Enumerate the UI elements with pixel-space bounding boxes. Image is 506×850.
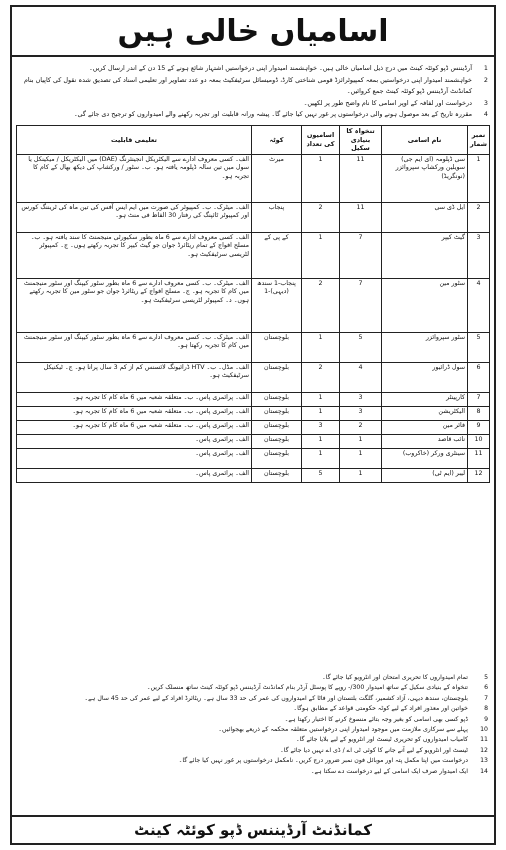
cell-quota: بلوچستان <box>252 362 302 392</box>
cell-count: 1 <box>302 332 340 362</box>
footer-note <box>18 704 488 714</box>
note-number: 14 <box>480 767 488 775</box>
cell-count: 1 <box>302 154 340 202</box>
note-text: ٹیسٹ اور انٹرویو کے لیے آنے جانے کا کوئی ٹی اے / ڈی اے نہیں دیا جائے گا۔ <box>280 746 468 754</box>
cell-bps: 5 <box>340 332 382 362</box>
cell-count: 2 <box>302 362 340 392</box>
table-row <box>17 232 490 278</box>
footer-note <box>18 673 488 683</box>
cell-sno: 3 <box>468 232 490 278</box>
note-text: بلوچستان، سندھ دیہی، آزاد کشمیر، گلگت بلتستان اور فاٹا کے امیدواروں کی عمر کی حد 33 سال ہے۔ ریٹائرڈ افراد کے لیے عمر کی حد 45 سال ہے۔ <box>84 694 468 702</box>
cell-quota: بلوچستان <box>252 420 302 434</box>
cell-quota: میرٹ <box>252 154 302 202</box>
cell-post: سٹور مین <box>382 278 468 332</box>
footer-note <box>18 756 488 766</box>
cell-sno: 6 <box>468 362 490 392</box>
cell-sno: 11 <box>468 448 490 468</box>
cell-count: 5 <box>302 468 340 482</box>
cell-count: 2 <box>302 278 340 332</box>
table-row <box>17 392 490 406</box>
note-text: درخواست میں اپنا مکمل پتہ اور موبائل فون نمبر ضرور درج کریں۔ نامکمل درخواستوں پر غور نہیں کیا جائے گا۔ <box>178 757 468 765</box>
table-row <box>17 154 490 202</box>
note-number: 2 <box>483 75 488 84</box>
cell-sno: 1 <box>468 154 490 202</box>
cell-post: سی ڈپلومہ (ای ایم جی) سویلین ورکشاپ سپروائزر (نونگریڈ) <box>382 154 468 202</box>
cell-post: کارپینٹر <box>382 392 468 406</box>
footer-notes <box>18 673 488 777</box>
note-number: 9 <box>484 715 488 723</box>
note-number: 7 <box>484 694 488 702</box>
note-number: 6 <box>484 684 488 692</box>
cell-sno: 9 <box>468 420 490 434</box>
cell-qual: الف۔ پرائمری پاس۔ <box>17 434 252 448</box>
note-text: کامیاب امیدواروں کو تحریری ٹیسٹ اور انٹرویو کے لیے بلایا جائے گا۔ <box>296 736 468 744</box>
table-row <box>17 278 490 332</box>
cell-bps: 3 <box>340 392 382 406</box>
cell-sno: 2 <box>468 202 490 232</box>
footer-note <box>18 683 488 693</box>
signature-banner: کمانڈنٹ آرڈیننس ڈپو کوئٹہ کینٹ <box>10 815 496 845</box>
cell-post: فائر مین <box>382 420 468 434</box>
cell-qual: الف۔ پرائمری پاس۔ <box>17 468 252 482</box>
header-sno: نمبر شمار <box>468 126 490 155</box>
note-number: 5 <box>484 674 488 681</box>
table-row <box>17 362 490 392</box>
cell-bps: 1 <box>340 468 382 482</box>
cell-post: سینٹری ورکر (خاکروب) <box>382 448 468 468</box>
cell-qual: الف۔ میٹرک۔ ب۔ کسی معروف ادارے سے 6 ماہ بطور سٹور کیپنگ اور سٹور منیجمنٹ میں کام کا تجربہ رکھتا ہو۔ <box>17 332 252 362</box>
cell-count: 1 <box>302 434 340 448</box>
cell-sno: 7 <box>468 392 490 406</box>
cell-bps: 11 <box>340 154 382 202</box>
note-number: 3 <box>483 98 488 107</box>
cell-sno: 5 <box>468 332 490 362</box>
cell-post: گیٹ کیپر <box>382 232 468 278</box>
header-qualification: تعلیمی قابلیت <box>17 126 252 155</box>
intro-note <box>18 109 488 121</box>
cell-qual: الف۔ مڈل۔ ب۔ HTV ڈرائیونگ لائسنس کم از کم 3 سال پرانا ہو۔ ج۔ ٹیکنیکل سرٹیفکیٹ ہو۔ <box>17 362 252 392</box>
cell-quota: بلوچستان <box>252 332 302 362</box>
note-number: 8 <box>484 705 488 713</box>
note-number: 10 <box>480 726 488 734</box>
cell-quota: پنجاب <box>252 202 302 232</box>
note-number: 13 <box>480 757 488 765</box>
cell-bps: 1 <box>340 448 382 468</box>
note-text: ڈپو کسی بھی اسامی کو بغیر وجہ بتائے منسوخ کرنے کا اختیار رکھتا ہے۔ <box>284 715 468 723</box>
cell-quota: بلوچستان <box>252 468 302 482</box>
note-text: ایک امیدوار صرف ایک اسامی کے لیے درخواست دے سکتا ہے۔ <box>310 767 468 775</box>
cell-sno: 8 <box>468 406 490 420</box>
note-number: 12 <box>480 746 488 754</box>
intro-note <box>18 98 488 110</box>
cell-count: 1 <box>302 392 340 406</box>
cell-bps: 3 <box>340 406 382 420</box>
cell-quota: بلوچستان <box>252 448 302 468</box>
note-number: 11 <box>480 736 488 744</box>
intro-note <box>18 75 488 98</box>
note-number: 1 <box>483 64 488 72</box>
table-row <box>17 434 490 448</box>
cell-bps: 2 <box>340 420 382 434</box>
note-text: آرڈیننس ڈپو کوئٹہ کینٹ میں درج ذیل اسامیاں خالی ہیں۔ خواہشمند امیدوار اپنی درخواستیں اشتہار شائع ہونے کے 15 دن کے اندر ارسال کریں۔ <box>88 64 472 72</box>
note-text: تنخواہ کے بنیادی سکیل کے ساتھ امیدوار 300/- روپے کا پوسٹل آرڈر بنام کمانڈنٹ آرڈیننس ڈپو کوئٹہ کینٹ ساتھ منسلک کریں۔ <box>146 684 468 692</box>
cell-qual: الف۔ میٹرک۔ ب۔ کسی معروف ادارے سے 6 ماہ بطور سٹور کیپنگ اور سٹور منیجمنٹ میں کام کا تجربہ ہو۔ ج۔ مسلح افواج کے ریٹائرڈ جوان جو سٹور مین کا تجربہ رکھتے ہوں۔ د۔ کمپیوٹر لٹریسی سرٹیفکیٹ ہو۔ <box>17 278 252 332</box>
footer-note <box>18 725 488 735</box>
cell-count: 1 <box>302 232 340 278</box>
header-count: اسامیوں کی تعداد <box>302 126 340 155</box>
header-post: نام اسامی <box>382 126 468 155</box>
cell-quota: بلوچستان <box>252 392 302 406</box>
cell-sno: 4 <box>468 278 490 332</box>
cell-bps: 11 <box>340 202 382 232</box>
cell-post: سٹور سپروائزر <box>382 332 468 362</box>
cell-post: الیکٹریشن <box>382 406 468 420</box>
cell-qual: الف۔ کسی معروف ادارے سے الیکٹریکل انجینئرنگ (DAE) میں الیکٹریکل / میکینکل یا سول میں تین سالہ ڈپلومہ یافتہ ہو۔ ب۔ سٹور / ورکشاپ کی دیکھ بھال کے کام کا تجربہ ہو۔ <box>17 154 252 202</box>
cell-qual: الف۔ میٹرک۔ ب۔ کمپیوٹر کی صورت میں ایم ایس آفس کی تین ماہ کی ٹریننگ کورس اور کمپیوٹر ٹائپنگ کی رفتار 30 الفاظ فی منٹ ہو۔ <box>17 202 252 232</box>
table-row <box>17 448 490 468</box>
cell-bps: 7 <box>340 232 382 278</box>
note-text: خواہشمند امیدوار اپنی درخواستیں بمعہ کمپیوٹرائزڈ قومی شناختی کارڈ، ڈومیسائل سرٹیفکیٹ بمعہ دو عدد تصاویر اور تعلیمی اسناد کی تصدیق شدہ نقول کی کاپیاں بنام کمانڈنٹ آرڈیننس ڈپو کوئٹہ کینٹ جمع کروائیں۔ <box>23 75 472 95</box>
note-text: تمام امیدواروں کا تحریری امتحان اور انٹرویو کیا جائے گا۔ <box>322 674 468 681</box>
note-text: مقررہ تاریخ کے بعد موصول ہونے والی درخواستوں پر غور نہیں کیا جائے گا۔ پیشہ ورانہ قابلیت اور تجربہ رکھنے والے امیدواروں کو ترجیح دی جائے گی۔ <box>73 110 472 118</box>
footer-note <box>18 694 488 704</box>
header-quota: کوٹہ <box>252 126 302 155</box>
table-row <box>17 406 490 420</box>
cell-bps: 7 <box>340 278 382 332</box>
cell-qual: الف۔ پرائمری پاس۔ <box>17 448 252 468</box>
cell-quota: بلوچستان <box>252 434 302 448</box>
table-row <box>17 202 490 232</box>
cell-sno: 12 <box>468 468 490 482</box>
cell-bps: 4 <box>340 362 382 392</box>
note-text: درخواست اور لفافہ کے اوپر اسامی کا نام واضح طور پر لکھیں۔ <box>303 98 472 107</box>
headline-banner: اسامیاں خالی ہیں <box>10 5 496 57</box>
table-row <box>17 468 490 482</box>
footer-note <box>18 715 488 725</box>
table-header-row <box>17 126 490 155</box>
intro-note <box>18 63 488 75</box>
table-row <box>17 332 490 362</box>
cell-qual: الف۔ پرائمری پاس۔ ب۔ متعلقہ شعبہ میں 6 ماہ کام کا تجربہ ہو۔ <box>17 420 252 434</box>
cell-quota: کے پی کے <box>252 232 302 278</box>
cell-count: 3 <box>302 420 340 434</box>
note-text: خواتین اور معذور افراد کے لیے کوٹہ حکومتی قواعد کے مطابق ہوگا۔ <box>293 705 468 713</box>
cell-bps: 1 <box>340 434 382 448</box>
cell-qual: الف۔ کسی معروف ادارے سے 6 ماہ بطور سکیورٹی منیجمنٹ کا سند یافتہ ہو۔ ب۔ مسلح افواج کے تمام ریٹائرڈ جوان جو گیٹ کیپر کا تجربہ رکھتے ہوں۔ ج۔ کمپیوٹر لٹریسی سرٹیفکیٹ ہو۔ <box>17 232 252 278</box>
cell-quota: پنجاب-1 سندھ (دیہی)-1 <box>252 278 302 332</box>
cell-sno: 10 <box>468 434 490 448</box>
cell-post: سول ڈرائیور <box>382 362 468 392</box>
header-bps: تنخواہ کا بنیادی سکیل <box>340 126 382 155</box>
cell-count: 1 <box>302 406 340 420</box>
cell-post: ایل ڈی سی <box>382 202 468 232</box>
cell-quota: بلوچستان <box>252 406 302 420</box>
footer-note <box>18 767 488 777</box>
cell-qual: الف۔ پرائمری پاس۔ ب۔ متعلقہ شعبہ میں 6 ماہ کام کا تجربہ ہو۔ <box>17 406 252 420</box>
cell-post: نائب قاصد <box>382 434 468 448</box>
table-row <box>17 420 490 434</box>
vacancy-table <box>16 125 490 483</box>
intro-notes <box>18 63 488 121</box>
footer-note <box>18 746 488 756</box>
advertisement-page <box>10 5 496 845</box>
footer-note <box>18 735 488 745</box>
note-number: 4 <box>483 110 488 118</box>
cell-count: 2 <box>302 202 340 232</box>
note-text: پہلے سے سرکاری ملازمت میں موجود امیدوار اپنی درخواستیں متعلقہ محکمہ کے ذریعے بھجوائیں۔ <box>218 726 468 734</box>
cell-qual: الف۔ پرائمری پاس۔ ب۔ متعلقہ شعبہ میں 6 ماہ کام کا تجربہ ہو۔ <box>17 392 252 406</box>
cell-count: 1 <box>302 448 340 468</box>
cell-post: لیبر (ایم ٹی) <box>382 468 468 482</box>
